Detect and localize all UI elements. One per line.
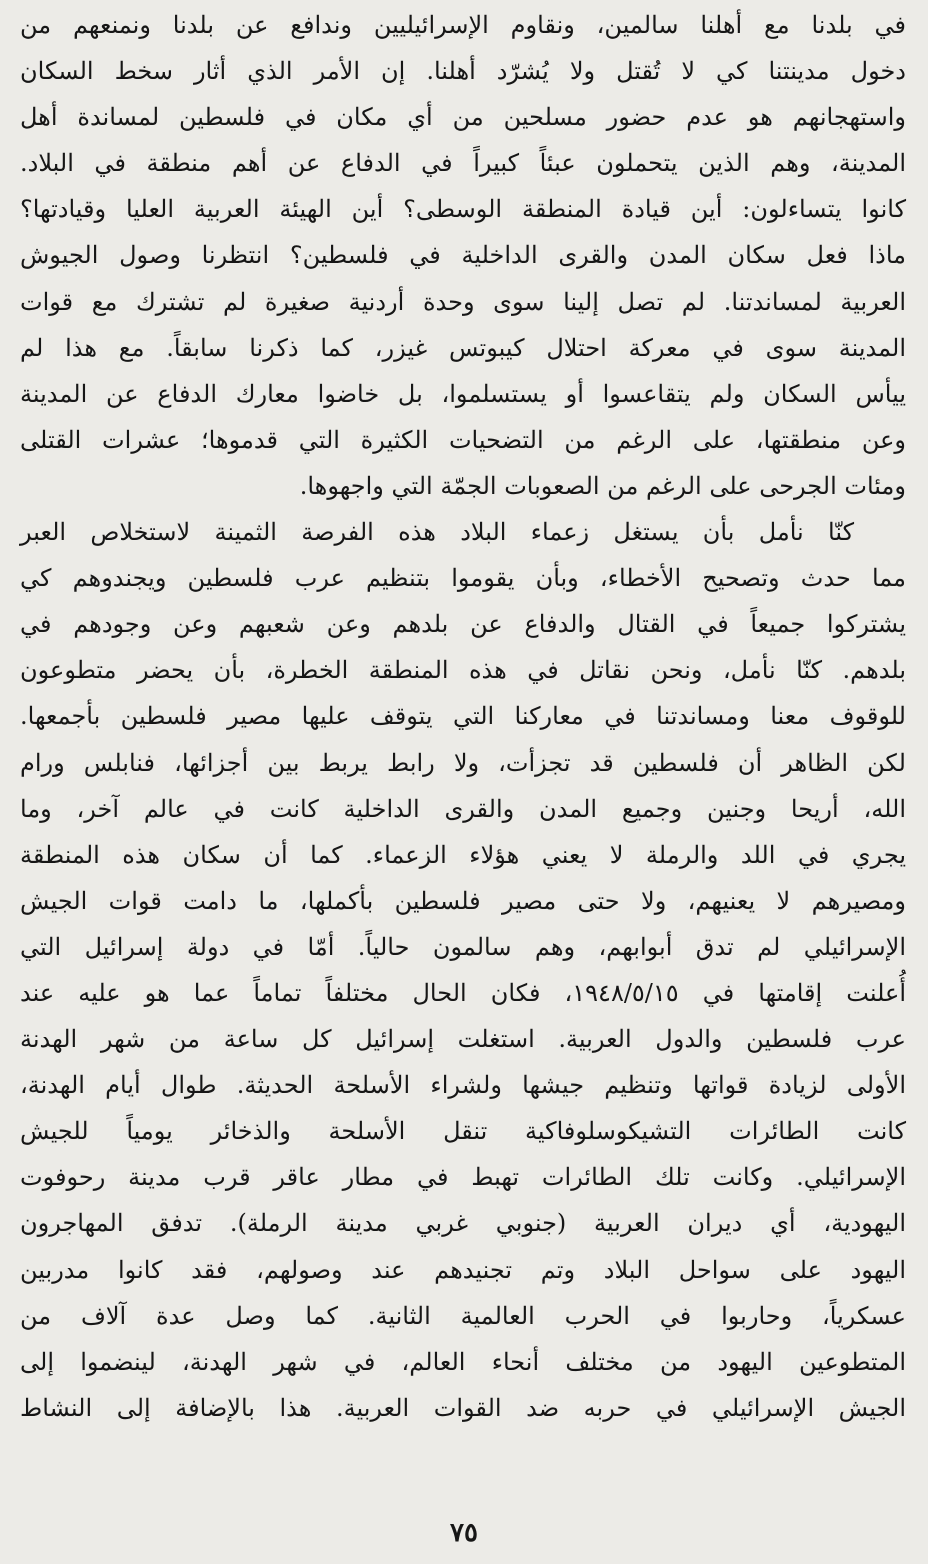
- text-line: ومصيرهم لا يعنيهم، ولا حتى مصير فلسطين بأكملها، ما دامت قوات الجيش: [20, 886, 906, 915]
- text-line: الله، أريحا وجنين وجميع المدن والقرى الداخلية كانت في عالم آخر، وما: [20, 794, 906, 823]
- text-line: أُعلنت إقامتها في ١٩٤٨/٥/١٥، فكان الحال مختلفاً تماماً عما هو عليه عند: [20, 978, 907, 1007]
- text-line: المدينة، وهم الذين يتحملون عبئاً كبيراً في الدفاع عن أهم منطقة في البلاد.: [20, 149, 906, 178]
- body-text: [20, 2, 906, 1431]
- page-number: ٧٥: [450, 1518, 478, 1548]
- text-line: لكن الظاهر أن فلسطين قد تجزأت، ولا رابط يربط بين أجزائها، فنابلس ورام: [20, 748, 906, 777]
- text-line: العربية لمساندتنا. لم تصل إلينا سوى وحدة أردنية صغيرة لم تشترك مع قوات: [20, 287, 906, 316]
- text-line: الأولى لزيادة قواتها وتنظيم جيشها ولشراء الأسلحة الحديثة. طوال أيام الهدنة،: [20, 1071, 906, 1100]
- text-line: عرب فلسطين والدول العربية. استغلت إسرائيل كل ساعة من شهر الهدنة: [20, 1025, 907, 1054]
- text-line: وعن منطقتها، على الرغم من التضحيات الكثيرة التي قدموها؛ عشرات القتلى: [20, 425, 906, 454]
- text-line: يجري في اللد والرملة لا يعني هؤلاء الزعماء. كما أن سكان هذه المنطقة: [20, 840, 906, 869]
- text-line: عسكرياً، وحاربوا في الحرب العالمية الثانية. كما وصل عدة آلاف من: [20, 1301, 907, 1330]
- text-line: دخول مدينتنا كي لا تُقتل ولا يُشرّد أهلنا. إن الأمر الذي أثار سخط السكان: [20, 57, 906, 86]
- text-line: يشتركوا جميعاً في القتال والدفاع عن بلدهم وعن شعبهم وعن وجودهم في: [20, 610, 906, 639]
- text-line: للوقوف معنا ومساندتنا في معاركنا التي يتوقف عليها مصير فلسطين بأجمعها.: [20, 702, 906, 731]
- text-line: كانوا يتساءلون: أين قيادة المنطقة الوسطى؟ أين الهيئة العربية العليا وقيادتها؟: [20, 195, 906, 224]
- text-line: اليهودية، أي ديران العربية (جنوبي غربي مدينة الرملة). تدفق المهاجرون: [20, 1209, 906, 1238]
- text-line: كنّا نأمل بأن يستغل زعماء البلاد هذه الفرصة الثمينة لاستخلاص العبر: [20, 518, 854, 547]
- text-line: في بلدنا مع أهلنا سالمين، ونقاوم الإسرائيليين وندافع عن بلدنا ونمنعهم من: [20, 11, 906, 39]
- text-line: ومئات الجرحى على الرغم من الصعوبات الجمّة التي واجهوها.: [299, 471, 906, 500]
- text-line: المتطوعين اليهود من مختلف أنحاء العالم، في شهر الهدنة، لينضموا إلى: [20, 1347, 906, 1376]
- text-line: الإسرائيلي لم تدق أبوابهم، وهم سالمون حالياً. أمّا في دولة إسرائيل التي: [20, 932, 906, 961]
- text-line: كانت الطائرات التشيكوسلوفاكية تنقل الأسلحة والذخائر يومياً للجيش: [20, 1117, 906, 1146]
- text-line: بلدهم. كنّا نأمل، ونحن نقاتل في هذه المنطقة الخطرة، بأن يحضر متطوعون: [20, 656, 907, 685]
- text-line: مما حدث وتصحيح الأخطاء، وبأن يقوموا بتنظيم عرب فلسطين ويجندوهم كي: [20, 564, 906, 593]
- text-line: المدينة سوى في معركة احتلال كيبوتس غيزر، كما ذكرنا سابقاً. مع هذا لم: [20, 333, 906, 362]
- text-line: واستهجانهم هو عدم حضور مسلحين من أي مكان في فلسطين لمساندة أهل: [20, 103, 906, 132]
- text-line: اليهود على سواحل البلاد وتم تجنيدهم عند وصولهم، فقد كانوا مدربين: [20, 1255, 906, 1284]
- text-line: ماذا فعل سكان المدن والقرى الداخلية في فلسطين؟ انتظرنا وصول الجيوش: [20, 241, 906, 270]
- text-line: الإسرائيلي. وكانت تلك الطائرات تهبط في مطار عاقر قرب مدينة رحوفوت: [20, 1163, 906, 1192]
- text-line: ييأس السكان ولم يتقاعسوا أو يستسلموا، بل خاضوا معارك الدفاع عن المدينة: [20, 379, 906, 408]
- text-line: الجيش الإسرائيلي في حربه ضد القوات العربية. هذا بالإضافة إلى النشاط: [20, 1393, 906, 1422]
